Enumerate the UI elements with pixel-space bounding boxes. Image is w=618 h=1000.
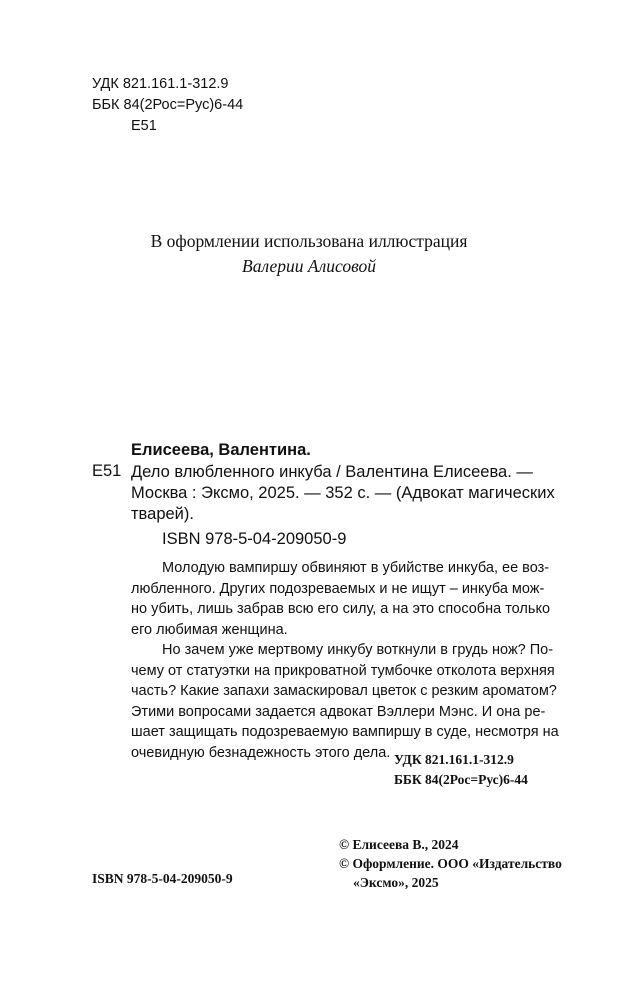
bottom-classification-codes <box>394 750 528 790</box>
isbn-bottom: ISBN 978-5-04-209050-9 <box>92 871 233 886</box>
annotation-line: шает защищать подозреваемую вампиршу в суде, несмотря на <box>131 724 559 740</box>
annotation-line: часть? Какие запахи замаскировал цветок с резким ароматом? <box>131 683 557 699</box>
bib-line: Дело влюбленного инкуба / Валентина Елисеева. — <box>131 463 533 481</box>
annotation-line: его любимая женщина. <box>131 621 288 638</box>
illustration-credit-artist: Валерии Алисовой <box>242 256 376 276</box>
udk-code: УДК 821.161.1-312.9 <box>394 752 514 767</box>
copyright-design-cont: «Эксмо», 2025 <box>353 875 439 890</box>
annotation-line: чему от статуэтки на прикроватной тумбочке отколота верхняя <box>131 662 555 679</box>
bbk-code: ББК 84(2Рос=Рус)6-44 <box>394 772 528 787</box>
annotation-line: Молодую вампиршу обвиняют в убийстве инкуба, ее воз- <box>162 560 550 576</box>
isbn-main: ISBN 978-5-04-209050-9 <box>162 530 347 548</box>
annotation-line: Этими вопросами задается адвокат Вэллери Мэнс. И она ре- <box>131 703 546 720</box>
author-mark: Е51 <box>131 118 157 134</box>
bibliographic-description <box>131 462 561 525</box>
annotation <box>131 558 559 763</box>
copyright-design: © Оформление. ООО «Издательство <box>339 856 562 871</box>
annotation-line: Но зачем уже мертвому инкубу воткнули в грудь нож? По- <box>162 642 554 658</box>
illustration-credit-line1: В оформлении использована иллюстрация <box>150 231 468 251</box>
bib-line: тварей). <box>131 505 194 523</box>
bib-line: Москва : Эксмо, 2025. — 352 с. — (Адвокат магических <box>131 484 555 502</box>
annotation-line: очевидную безнадежность этого дела. <box>131 744 391 761</box>
bbk-code: ББК 84(2Рос=Рус)6-44 <box>92 97 244 113</box>
bibliography-author-mark: Е51 <box>92 462 122 480</box>
udk-code: УДК 821.161.1-312.9 <box>92 76 229 92</box>
copyright-author: © Елисеева В., 2024 <box>339 837 459 852</box>
top-classification-codes <box>92 74 243 137</box>
annotation-line: но убить, лишь забрав всю его силу, а на это способна только <box>131 601 551 617</box>
annotation-line: любленного. Других подозреваемых и не ищут – инкуба мож- <box>131 580 545 597</box>
copyright-block <box>339 835 562 892</box>
author-heading: Елисеева, Валентина. <box>131 441 311 459</box>
